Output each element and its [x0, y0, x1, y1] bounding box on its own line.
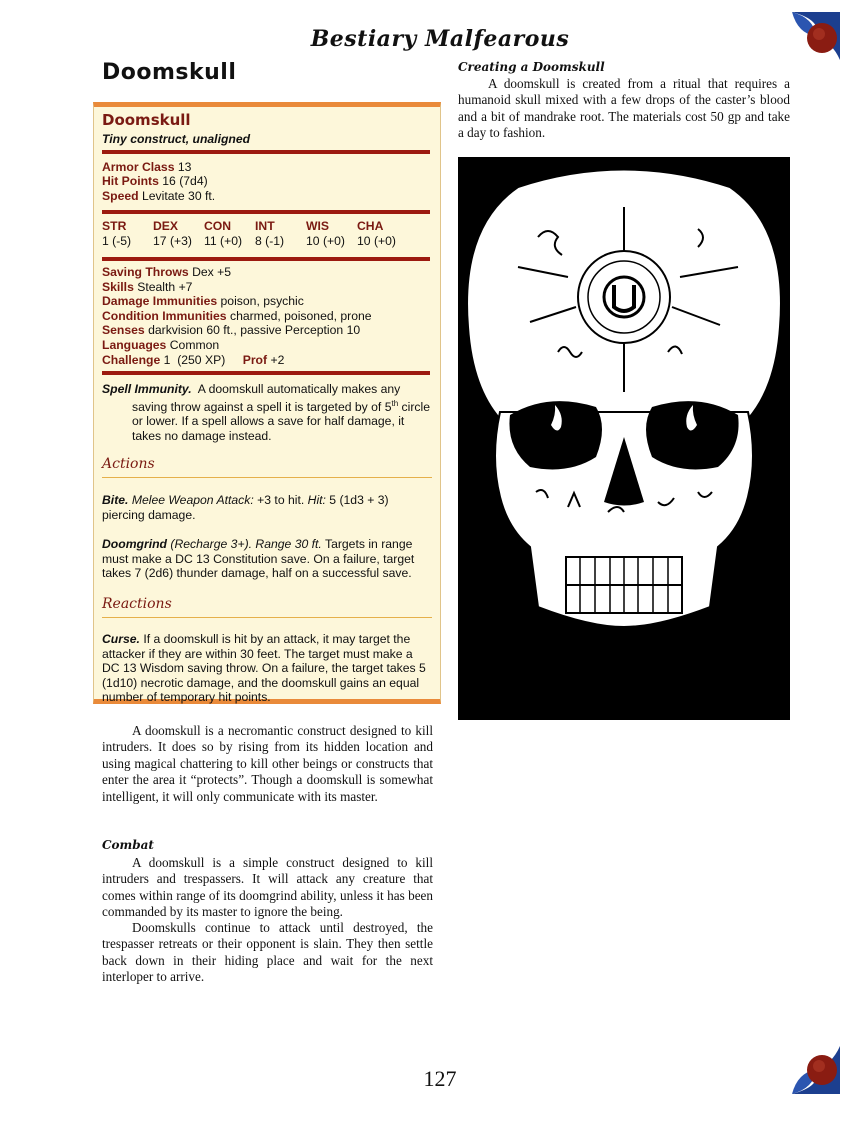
creating-paragraph: A doomskull is created from a ritual that requires a humanoid skull mixed with a few drops of the caster’s blood and a bit of mandrake root. The materials cost 50 gp and take a day to fashion.	[458, 76, 790, 141]
page-title: Doomskull	[102, 60, 237, 85]
ability-headers: STR DEX CON INT WIS CHA	[102, 219, 384, 233]
divider	[102, 257, 430, 261]
ability-scores: 1 (-5) 17 (+3) 11 (+0) 8 (-1) 10 (+0) 10 (+0)	[102, 234, 396, 248]
divider	[102, 477, 432, 478]
senses: Senses darkvision 60 ft., passive Perception 10	[102, 323, 361, 337]
divider	[102, 617, 432, 618]
skills: Skills Stealth +7	[102, 280, 193, 294]
action-doomgrind: Doomgrind (Recharge 3+). Range 30 ft. Targets in range must make a DC 13 Constitution save. On a failure, target takes 7 (2d6) thunder damage, half on a successful save.	[102, 537, 415, 580]
trait-spell-immunity: Spell Immunity. A doomskull automatically makes any saving throw against a spell it is targeted by of 5th circle or lower. If a spell allows a save for half damage, it takes no damage instead.	[102, 382, 430, 443]
action-bite: Bite. Melee Weapon Attack: +3 to hit. Hit: 5 (1d3 + 3) piercing damage.	[102, 493, 389, 522]
combat-heading: Combat	[102, 838, 154, 852]
stat-block	[93, 102, 441, 704]
damage-immunities: Damage Immunities poison, psychic	[102, 294, 304, 308]
combat-paragraph-1: A doomskull is a simple construct designed to kill intruders and trespassers. It will attack any creature that comes within range of its doomgrind ability, unless it has been commanded by its master to ignore the being.	[102, 855, 433, 920]
divider	[102, 371, 430, 375]
page-number: 127	[423, 1066, 457, 1091]
creating-heading: Creating a Doomskull	[458, 60, 605, 74]
condition-immunities: Condition Immunities charmed, poisoned, prone	[102, 309, 372, 323]
challenge: Challenge 1 (250 XP) Prof +2	[102, 353, 285, 367]
saving-throws: Saving Throws Dex +5	[102, 265, 232, 279]
divider	[102, 150, 430, 154]
speed: Speed Levitate 30 ft.	[102, 189, 216, 203]
actions-heading: Actions	[102, 456, 155, 472]
reactions-heading: Reactions	[102, 596, 172, 612]
combat-paragraph-2: Doomskulls continue to attack until destroyed, the trespasser retreats or their opponent is slain. They then settle back down in their hiding place and wait for the next interloper to arrive.	[102, 920, 433, 985]
doomskull-illustration	[458, 157, 790, 720]
divider	[102, 210, 430, 214]
description-paragraph: A doomskull is a necromantic construct designed to kill intruders. It does so by rising from its hidden location and using magical chattering to kill other beings or constructs that enter the area it “protects”. Though a doomskull is somewhat intelligent, it will only communicate with its master.	[102, 723, 433, 804]
armor-class: Armor Class 13	[102, 160, 192, 174]
languages: Languages Common	[102, 338, 220, 352]
statblock-type: Tiny construct, unaligned	[102, 132, 251, 146]
hit-points: Hit Points 16 (7d4)	[102, 174, 208, 188]
book-title: Bestiary Malfearous	[310, 26, 570, 52]
reaction-curse: Curse. If a doomskull is hit by an attack, it may target the attacker if they are within 30 feet. The target must make a DC 13 Wisdom saving throw. On a failure, the target takes 5 (1d10) necrotic damage, and the doomskull gains an equal number of temporary hit points.	[102, 632, 426, 704]
statblock-name: Doomskull	[102, 111, 191, 129]
